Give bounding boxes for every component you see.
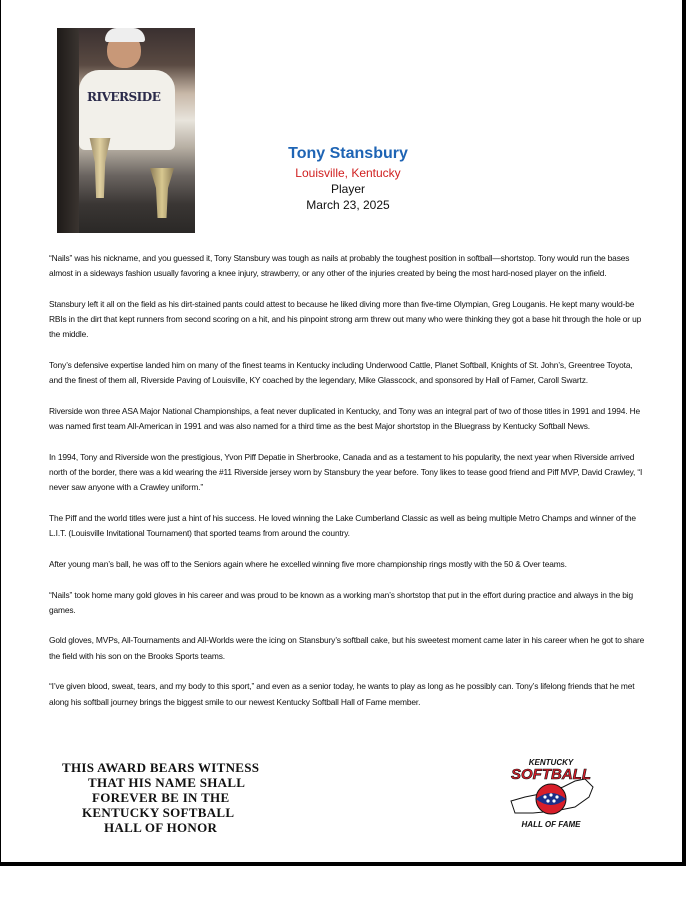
bio-paragraph: Tony’s defensive expertise landed him on many of the finest teams in Kentucky including Underwood Cattle, Planet Softball, Knights of St. John’s, Greentree Toyota, and the finest of them all, Riverside Paving of Louisville, KY coached by the legendary, Mike Glasscock, and sponsored by Hall of Famer, Caroll Swartz. bbox=[49, 360, 633, 386]
star-icon bbox=[555, 795, 558, 798]
bio-paragraph: “I’ve given blood, sweat, tears, and my body to this sport,” and even as a senior today, he wants to play as long as he possibly can. Tony’s lifelong friends that he met along his softball journey brings the biggest smile to our newest Kentucky Softball Hall of Fame member. bbox=[49, 681, 635, 707]
induction-date: March 23, 2025 bbox=[306, 198, 390, 212]
award-line: THIS AWARD BEARS WITNESS bbox=[62, 760, 260, 775]
award-line: FOREVER BE IN THE bbox=[92, 790, 230, 805]
page-border-left bbox=[0, 0, 1, 866]
award-line: HALL OF HONOR bbox=[104, 820, 218, 835]
bio-paragraph: Gold gloves, MVPs, All-Tournaments and All-Worlds were the icing on Stansbury’s softball cake, but his sweetest moment came later in his career when he got to share the field with his son on the Brooks Sports teams. bbox=[49, 635, 645, 661]
inductee-name: Tony Stansbury bbox=[288, 145, 408, 162]
inductee-location: Louisville, Kentucky bbox=[295, 166, 401, 180]
inductee-photo bbox=[57, 28, 195, 233]
kentucky-softball-hof-logo bbox=[505, 757, 597, 831]
award-line: KENTUCKY SOFTBALL bbox=[82, 805, 235, 820]
award-statement bbox=[62, 760, 337, 835]
inductee-role: Player bbox=[330, 182, 365, 196]
star-icon bbox=[549, 793, 552, 796]
bio-paragraph: After young man’s ball, he was off to the Seniors again where he excelled winning five more championship rings mostly with the 50 & Over teams. bbox=[49, 558, 567, 569]
bio-paragraph: In 1994, Tony and Riverside won the prestigious, Yvon Piff Depatie in Sherbrooke, Canada and as a testament to his popularity, the next year when Riverside arrived north of the border, there was a kid wearing the #11 Riverside jersey worn by Stansbury the year before. Tony likes to tease good friend and Piff MVP, David Crawley, “I never saw anyone with a Crawley uniform.” bbox=[49, 451, 643, 493]
award-line: THAT HIS NAME SHALL bbox=[88, 775, 246, 790]
bio-paragraph: Stansbury left it all on the field as his dirt-stained pants could attest to because he liked diving more than five-time Olympian, Greg Louganis. He kept many would-be RBIs in the dirt that kept runners from second scoring on a hit, and his pinpoint strong arm threw out many who were thinking they got a base hit through the hole or up the middle. bbox=[49, 298, 642, 340]
star-icon bbox=[543, 795, 546, 798]
star-icon bbox=[546, 799, 549, 802]
bio-paragraph: Riverside won three ASA Major National Championships, a feat never duplicated in Kentucky, and Tony was an integral part of two of those titles in 1991 and 1994. He was named first team All-American in 1991 and was also named for a third time as the best Major shortstop in the Bluegrass by Kentucky Softball News. bbox=[49, 405, 641, 432]
trophy-icon bbox=[147, 168, 177, 218]
bio-paragraph: “Nails” was his nickname, and you guessed it, Tony Stansbury was tough as nails at probably the toughest position in softball—shortstop. Tony would run the bases almost in a sideways fashion usually favoring a knee injury, strawberry, or any other of the injuries created by being the most hard-nosed player on the infield. bbox=[49, 253, 630, 279]
inductee-header bbox=[190, 145, 506, 213]
bio-paragraph: “Nails” took home many gold gloves in his career and was proud to be known as a working man’s shortstop that put in the effort during practice and always in the big games. bbox=[49, 589, 634, 615]
photo-cap bbox=[105, 28, 145, 42]
logo-bottom-text: HALL OF FAME bbox=[521, 820, 581, 829]
photo-background bbox=[57, 28, 79, 233]
bio-paragraph: The Piff and the world titles were just a hint of his success. He loved winning the Lake Cumberland Classic as well as being multiple Metro Champs and winner of the L.I.T. (Louisville Invitational Tournament) that sported teams from around the country. bbox=[49, 513, 636, 539]
biography bbox=[49, 251, 647, 725]
photo-jersey-text: RIVERSIDE bbox=[87, 90, 161, 104]
logo-top-text: KENTUCKY bbox=[528, 758, 574, 767]
star-icon bbox=[552, 799, 555, 802]
logo-main-text: SOFTBALL bbox=[511, 766, 591, 783]
